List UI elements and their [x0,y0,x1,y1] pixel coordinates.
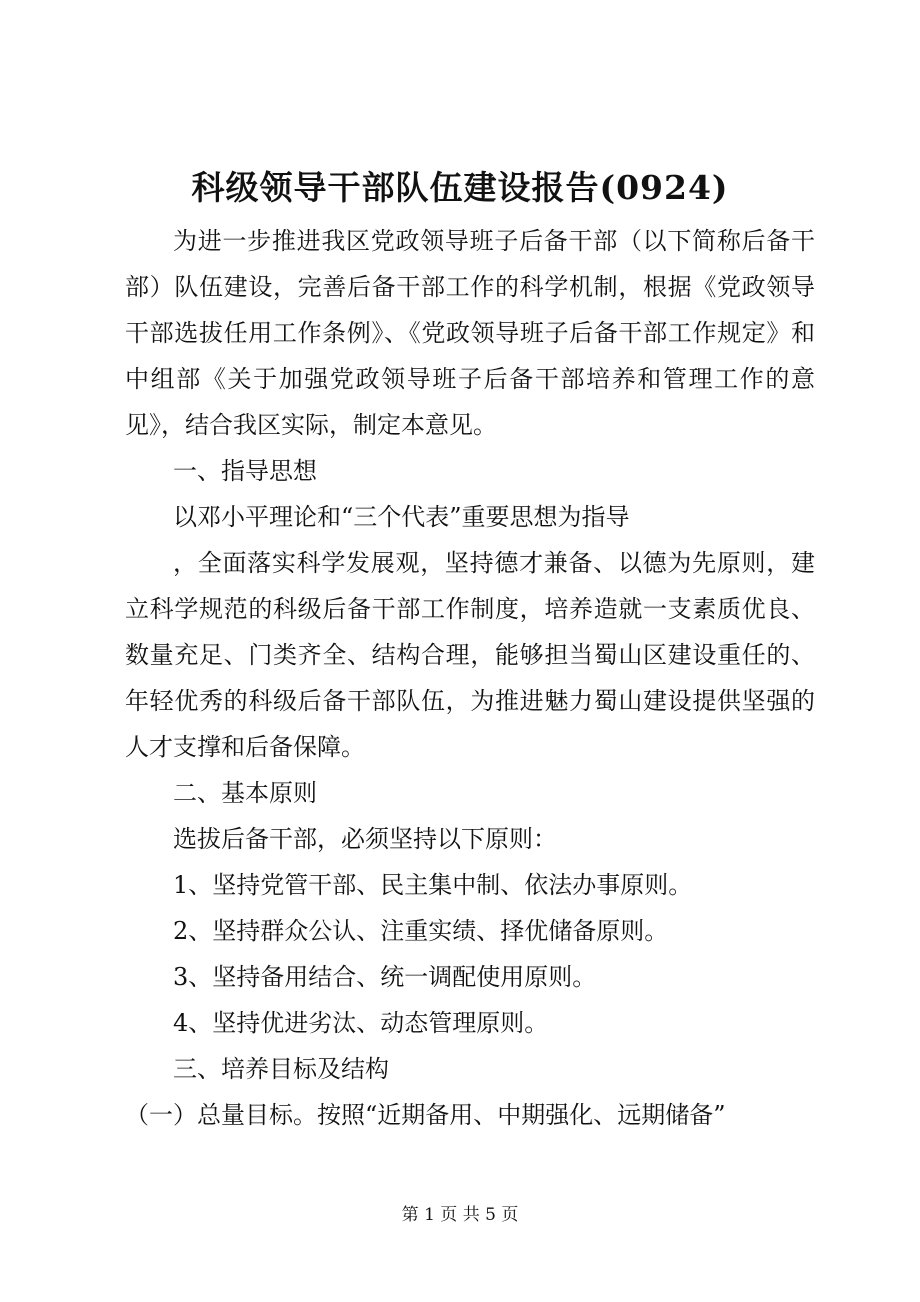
list-item-principle-4: 4、坚持优进劣汰、动态管理原则。 [173,1009,549,1037]
list-item-principle-2: 2、坚持群众公认、注重实绩、择优储备原则。 [173,917,669,945]
page-footer: 第 1 页 共 5 页 [401,1205,519,1225]
section-heading-training-goals: 三、培养目标及结构 [173,1055,389,1083]
paragraph-intro: 为进一步推进我区党政领导班子后备干部（以下简称后备干部）队伍建设，完善后备干部工作的科学机制，根据《党政领导干部选拔任用工作条例》、《党政领导班子后备干部工作规定》和中组部《关于加强党政领导班子后备干部培养和管理工作的意见》，结合我区实际，制定本意见。 [125,227,815,439]
paragraph-goals: ，全面落实科学发展观，坚持德才兼备、以德为先原则，建立科学规范的科级后备干部工作制度，培养造就一支素质优良、数量充足、门类齐全、结构合理，能够担当蜀山区建设重任的、年轻优秀的科级后备干部队伍，为推进魅力蜀山建设提供坚强的人才支撑和后备保障。 [125,549,815,761]
paragraph-principles-intro: 选拔后备干部，必须坚持以下原则： [173,825,557,853]
section-heading-basic-principles: 二、基本原则 [173,779,317,807]
section-heading-guiding-ideology: 一、指导思想 [173,457,317,485]
list-item-principle-1: 1、坚持党管干部、民主集中制、依法办事原则。 [173,871,693,899]
list-item-principle-3: 3、坚持备用结合、统一调配使用原则。 [173,963,597,991]
document-body [125,218,815,1138]
paragraph-total-target: （一）总量目标。按照“近期备用、中期强化、远期储备” [125,1101,726,1129]
paragraph-guidance: 以邓小平理论和“三个代表”重要思想为指导 [173,503,630,531]
document-title: 科级领导干部队伍建设报告(0924) [191,168,729,207]
